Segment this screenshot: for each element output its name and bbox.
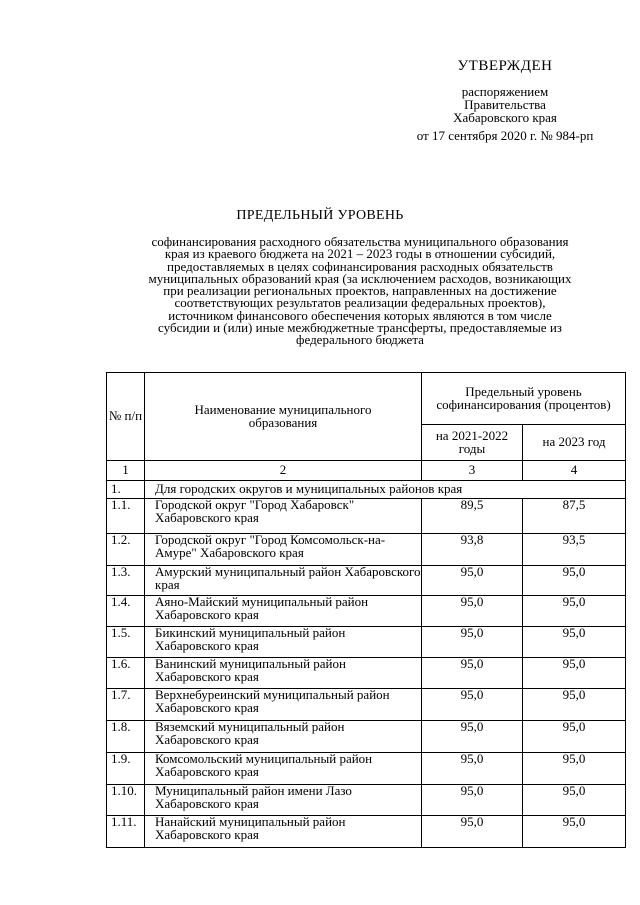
value-2023: 95,0	[523, 627, 626, 658]
value-2023: 95,0	[523, 816, 626, 848]
table-row	[107, 658, 626, 689]
table-row	[107, 721, 626, 753]
column-number: 3	[422, 461, 523, 481]
value-2023: 95,0	[523, 753, 626, 785]
municipality-name: Нанайский муниципальный район Хабаровского края	[145, 816, 422, 848]
value-2021-2022: 89,5	[422, 499, 523, 534]
approval-line: распоряжением	[461, 84, 549, 99]
value-2021-2022: 95,0	[422, 753, 523, 785]
table-row	[107, 785, 626, 816]
subtitle-line: муниципальных образований края (за исключением расходов, возникающих	[148, 270, 572, 286]
value-2021-2022: 95,0	[422, 721, 523, 753]
subtitle-line: источником финансового обеспечения которых являются в том числе	[168, 307, 552, 323]
value-2023: 95,0	[523, 785, 626, 816]
value-2023: 87,5	[523, 499, 626, 534]
value-2021-2022: 95,0	[422, 689, 523, 721]
table-row	[107, 596, 626, 627]
approval-block	[380, 58, 630, 144]
row-number: 1.7.	[107, 689, 145, 721]
value-2021-2022: 93,8	[422, 534, 523, 566]
row-number: 1.1.	[107, 499, 145, 534]
municipality-name: Вяземский муниципальный район Хабаровского края	[145, 721, 422, 753]
column-number: 4	[523, 461, 626, 481]
value-2023: 95,0	[523, 689, 626, 721]
municipality-name: Аяно-Майский муниципальный район Хабаровского края	[145, 596, 422, 627]
subtitle-line: соответствующих результатов реализации федеральных проектов),	[174, 295, 546, 311]
header-row	[107, 373, 626, 425]
document-subtitle	[105, 236, 615, 347]
approval-title: УТВЕРЖДЕН	[457, 58, 553, 74]
approval-line: Хабаровского края	[453, 110, 557, 125]
municipality-name: Ванинский муниципальный район Хабаровского края	[145, 658, 422, 689]
row-number: 1.2.	[107, 534, 145, 566]
row-number: 1.6.	[107, 658, 145, 689]
column-number: 1	[107, 461, 145, 481]
section-row	[107, 481, 626, 499]
table-row	[107, 534, 626, 566]
table-row	[107, 566, 626, 596]
section-title: Для городских округов и муниципальных районов края	[145, 481, 626, 499]
municipality-name: Городской округ "Город Хабаровск" Хабаровского края	[145, 499, 422, 534]
subtitle-line: предоставляемых в целях софинансирования расходных обязательств	[167, 258, 553, 274]
header-2021-2022: на 2021-2022 годы	[422, 425, 523, 461]
value-2023: 95,0	[523, 566, 626, 596]
municipality-name: Бикинский муниципальный район Хабаровского края	[145, 627, 422, 658]
row-number: 1.9.	[107, 753, 145, 785]
row-number: 1.3.	[107, 566, 145, 596]
row-number: 1.11.	[107, 816, 145, 848]
value-2021-2022: 95,0	[422, 658, 523, 689]
subtitle-line: края из краевого бюджета на 2021 – 2023 годы в отношении субсидий,	[164, 246, 556, 262]
table-row	[107, 753, 626, 785]
approval-date: от 17 сентября 2020 г. № 984-рп	[416, 128, 594, 143]
document-title: ПРЕДЕЛЬНЫЙ УРОВЕНЬ	[236, 208, 404, 223]
header-2023: на 2023 год	[523, 425, 626, 461]
header-level: Предельный уровень софинансирования (процентов)	[422, 373, 626, 425]
subtitle-line: при реализации региональных проектов, направленных на достижение	[163, 283, 557, 299]
column-numbers-row	[107, 461, 626, 481]
table-row	[107, 816, 626, 848]
municipality-name: Городской округ "Город Комсомольск-на-Амуре" Хабаровского края	[145, 534, 422, 566]
municipality-name: Амурский муниципальный район Хабаровского края	[145, 566, 422, 596]
value-2023: 95,0	[523, 596, 626, 627]
municipality-name: Муниципальный район имени Лазо Хабаровского края	[145, 785, 422, 816]
cofinancing-table	[106, 372, 626, 848]
subtitle-line: софинансирования расходного обязательства муниципального образования	[151, 234, 569, 249]
value-2023: 93,5	[523, 534, 626, 566]
value-2023: 95,0	[523, 721, 626, 753]
row-number: 1.8.	[107, 721, 145, 753]
value-2023: 95,0	[523, 658, 626, 689]
column-number: 2	[145, 461, 422, 481]
row-number: 1.5.	[107, 627, 145, 658]
row-number: 1.10.	[107, 785, 145, 816]
table-row	[107, 689, 626, 721]
header-name: Наименование муниципального образования	[145, 373, 422, 461]
section-number: 1.	[107, 481, 145, 499]
value-2021-2022: 95,0	[422, 596, 523, 627]
table-row	[107, 499, 626, 534]
municipality-name: Комсомольский муниципальный район Хабаровского края	[145, 753, 422, 785]
approval-line: Правительства	[464, 97, 546, 112]
value-2021-2022: 95,0	[422, 627, 523, 658]
subtitle-line: федерального бюджета	[296, 332, 424, 348]
subtitle-line: субсидии и (или) иные межбюджетные трансферты, предоставляемые из	[158, 320, 562, 336]
value-2021-2022: 95,0	[422, 816, 523, 848]
row-number: 1.4.	[107, 596, 145, 627]
table-row	[107, 627, 626, 658]
header-num: № п/п	[107, 373, 145, 461]
municipality-name: Верхнебуреинский муниципальный район Хабаровского края	[145, 689, 422, 721]
value-2021-2022: 95,0	[422, 566, 523, 596]
value-2021-2022: 95,0	[422, 785, 523, 816]
